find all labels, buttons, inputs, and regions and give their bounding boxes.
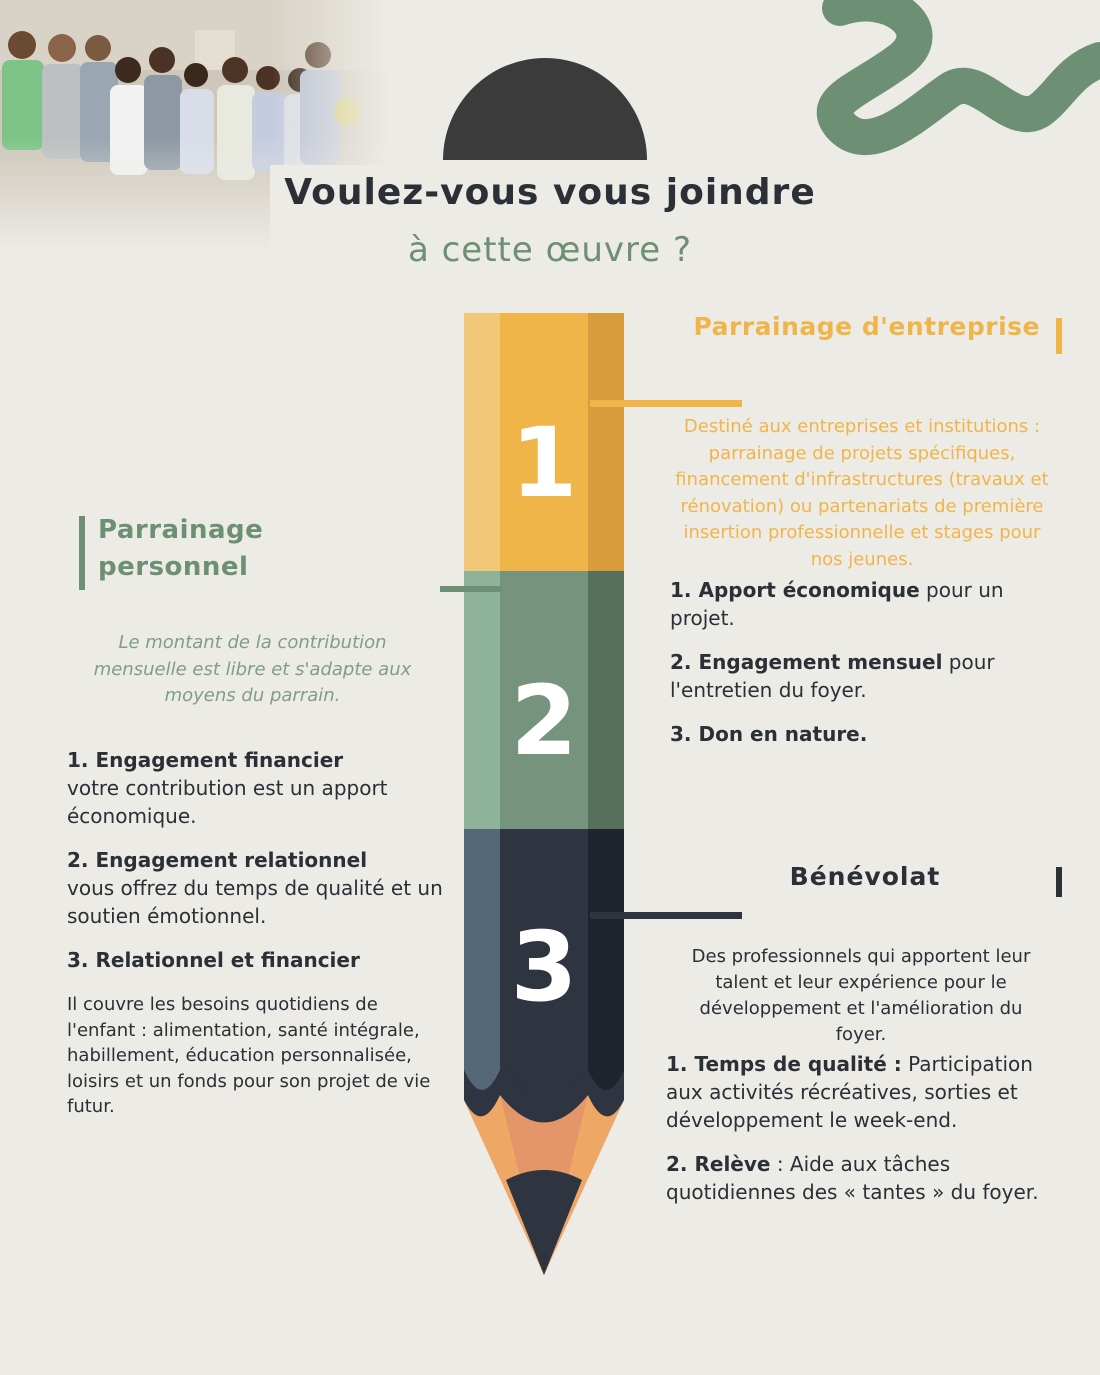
list-item: 3. Relationnel et financier	[67, 948, 360, 972]
list-item: 1. Temps de qualité : Participation aux activités récréatives, sorties et développement le week-end.	[666, 1052, 1033, 1132]
pencil-number-3: 3	[510, 911, 578, 1023]
personnel-accent-bar	[79, 516, 85, 590]
pencil-number-2: 2	[510, 665, 578, 777]
personnel-list	[67, 746, 447, 990]
list-item: 2. Engagement relationnel vous offrez du temps de qualité et un soutien émotionnel.	[67, 848, 443, 928]
personnel-title: Parrainage personnel	[98, 515, 264, 582]
personnel-extra-text: Il couvre les besoins quotidiens de l'enfant : alimentation, santé intégrale, habillement, éducation personnalisée, loisirs et un fonds pour son projet de vie futur.	[67, 994, 431, 1117]
half-circle-decoration	[440, 56, 650, 162]
entreprise-accent-bar	[1056, 318, 1062, 354]
entreprise-list	[670, 576, 1060, 764]
page-subtitle: à cette œuvre ?	[407, 230, 693, 270]
entreprise-description: Destiné aux entreprises et institutions : parrainage de projets spécifiques, financement d'infrastructures (travaux et rénovation) ou partenariats de première insertion professionnelle et stages pour nos jeunes.	[675, 416, 1049, 570]
benevolat-title: Bénévolat	[789, 862, 941, 891]
squiggle-decoration	[800, 0, 1100, 170]
list-item: 2. Engagement mensuel pour l'entretien du foyer.	[670, 650, 995, 702]
benevolat-description: Des professionnels qui apportent leur talent et leur expérience pour le développement et l'amélioration du foyer.	[691, 946, 1031, 1045]
benevolat-accent-bar	[1056, 867, 1062, 897]
benevolat-list	[666, 1050, 1056, 1222]
list-item: 2. Relève : Aide aux tâches quotidiennes des « tantes » du foyer.	[666, 1152, 1039, 1204]
page-title: Voulez-vous vous joindre	[284, 172, 816, 213]
list-item: 1. Engagement financier votre contribution est un apport économique.	[67, 748, 388, 828]
list-item: 1. Apport économique pour un projet.	[670, 578, 1004, 630]
personnel-description: Le montant de la contribution mensuelle est libre et s'adapte aux moyens du parrain.	[93, 632, 412, 706]
list-item: 3. Don en nature.	[670, 722, 868, 746]
entreprise-title: Parrainage d'entreprise	[693, 312, 1040, 341]
pencil-number-1: 1	[510, 407, 578, 519]
